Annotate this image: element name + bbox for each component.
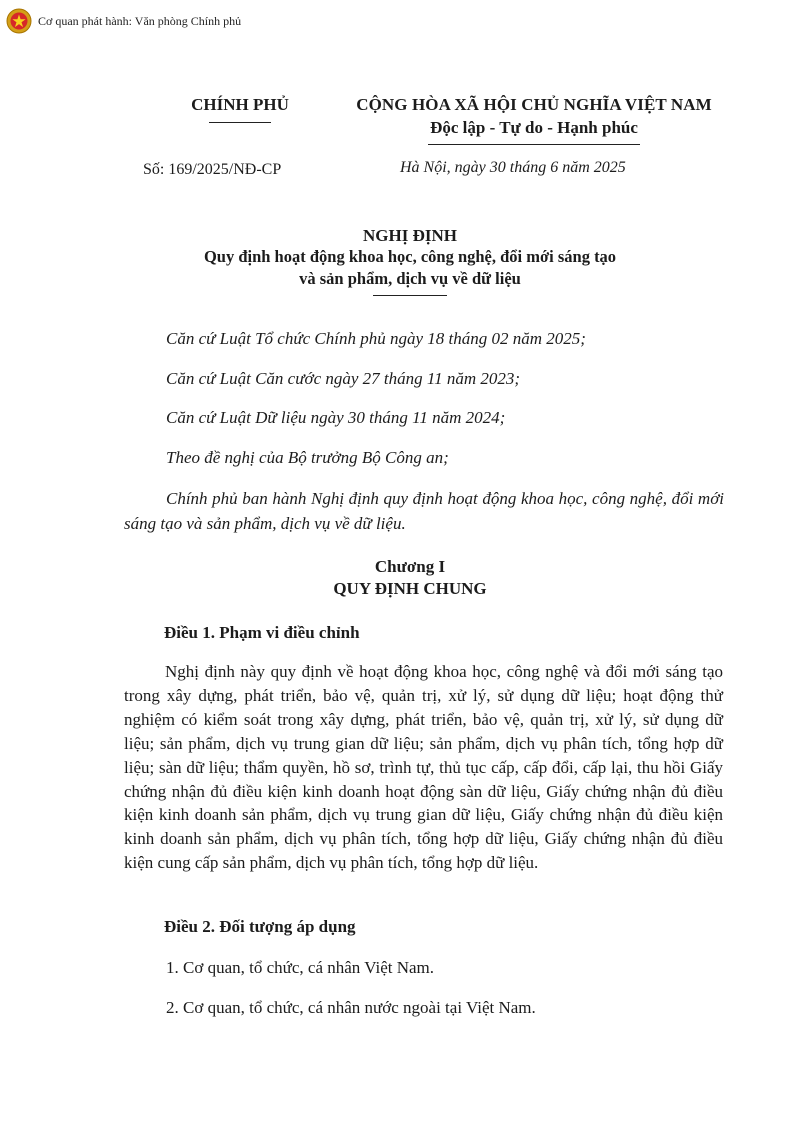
chapter-number: Chương I — [374, 557, 446, 576]
motto-underline — [428, 144, 640, 145]
legal-basis-1: Căn cứ Luật Tổ chức Chính phủ ngày 18 tháng 02 năm 2025; — [166, 329, 586, 348]
title-line-2: và sản phẩm, dịch vụ về dữ liệu — [299, 269, 521, 288]
article-2-item-1: 1. Cơ quan, tổ chức, cá nhân Việt Nam. — [166, 958, 435, 977]
national-emblem-icon — [6, 8, 32, 34]
document-type: NGHỊ ĐỊNH — [363, 226, 457, 245]
agency-underline — [209, 122, 271, 123]
place-date: Hà Nội, ngày 30 tháng 6 năm 2025 — [400, 159, 626, 176]
title-underline — [373, 295, 447, 296]
title-line-1: Quy định hoạt động khoa học, công nghệ, đổi mới sáng tạo — [203, 247, 617, 266]
nation-name: CỘNG HÒA XÃ HỘI CHỦ NGHĨA VIỆT NAM — [356, 95, 712, 114]
motto: Độc lập - Tự do - Hạnh phúc — [430, 118, 638, 137]
article-2-item-2: 2. Cơ quan, tổ chức, cá nhân nước ngoài tại Việt Nam. — [166, 998, 536, 1017]
article-1-paragraph: Nghị định này quy định về hoạt động khoa học, công nghệ và đổi mới sáng tạo trong xây dựng, phát triển, bảo vệ, quản trị, xử lý, sử dụng dữ liệu; hoạt động thử nghiệm có kiểm soát trong xây dựng, phát triển, bảo vệ, quản trị, xử lý, sử dụng dữ liệu; sản phẩm, dịch vụ trung gian dữ liệu; sản phẩm, dịch vụ phân tích, tổng hợp dữ liệu; sàn dữ liệu; thẩm quyền, hồ sơ, trình tự, thủ tục cấp, cấp đổi, cấp lại, thu hồi Giấy chứng nhận đủ điều kiện kinh doanh hoạt động sàn dữ liệu, Giấy chứng nhận đủ điều kiện kinh doanh sản phẩm, dịch vụ trung gian dữ liệu, Giấy chứng nhận đủ điều kiện kinh doanh sản phẩm, dịch vụ phân tích, tổng hợp dữ liệu, Giấy chứng nhận đủ điều kiện cung cấp sản phẩm, dịch vụ phân tích, tổng hợp dữ liệu. — [124, 662, 723, 873]
national-motto-block — [338, 95, 730, 145]
legal-basis-4: Theo đề nghị của Bộ trưởng Bộ Công an; — [166, 448, 449, 467]
promulgation-statement: Chính phủ ban hành Nghị định quy định hoạt động khoa học, công nghệ, đổi mới sáng tạo và sản phẩm, dịch vụ về dữ liệu. — [124, 489, 724, 533]
legal-basis-3: Căn cứ Luật Dữ liệu ngày 30 tháng 11 năm 2024; — [166, 408, 506, 427]
issuer-label: Cơ quan phát hành: Văn phòng Chính phủ — [38, 13, 242, 28]
chapter-name: QUY ĐỊNH CHUNG — [333, 579, 487, 598]
legal-basis-2: Căn cứ Luật Căn cước ngày 27 tháng 11 năm 2023; — [166, 369, 521, 388]
article-2-title: Điều 2. Đối tượng áp dụng — [164, 917, 356, 936]
article-1-title: Điều 1. Phạm vi điều chỉnh — [164, 623, 360, 642]
document-number: Số: 169/2025/NĐ-CP — [143, 161, 282, 178]
issuing-agency-block — [150, 95, 330, 123]
chapter-heading — [100, 556, 720, 600]
document-title — [100, 226, 720, 296]
agency-name: CHÍNH PHỦ — [191, 95, 289, 114]
issuer-bar — [6, 8, 241, 34]
